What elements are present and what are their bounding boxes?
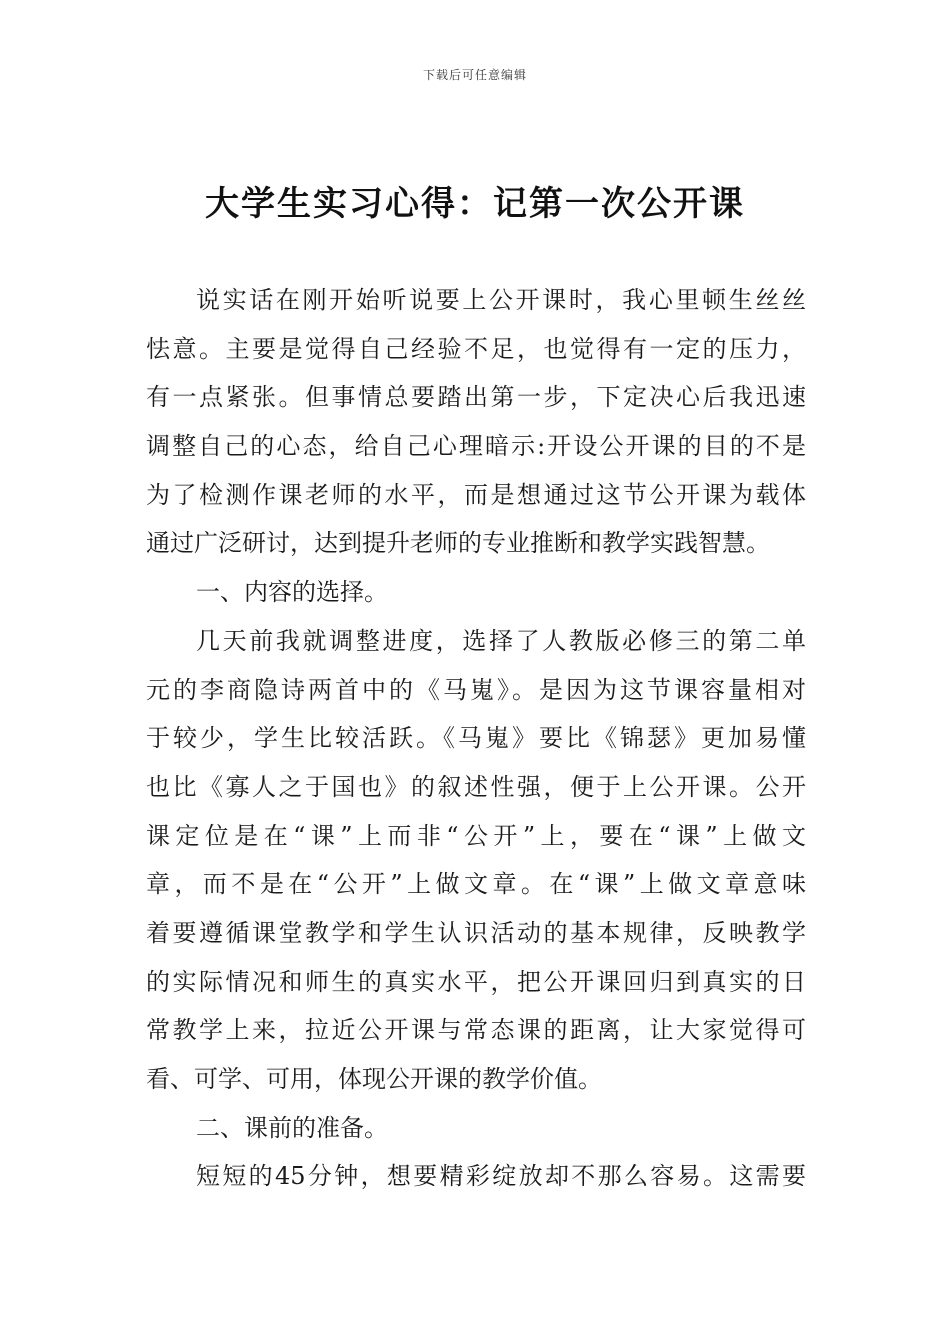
document-body — [146, 276, 806, 1201]
paragraph-line: 说实话在刚开始听说要上公开课时，我心里顿生丝丝 — [196, 286, 806, 314]
paragraph-line: 常教学上来，拉近公开课与常态课的距离，让大家觉得可 — [146, 1016, 806, 1045]
paragraph-line: 也比《寡人之于国也》的叙述性强，便于上公开课。公开 — [146, 772, 806, 801]
paragraph-line: 元的李商隐诗两首中的《马嵬》。是因为这节课容量相对 — [146, 675, 806, 704]
paragraph-line: 调整自己的心态，给自己心理暗示:开设公开课的目的不是 — [146, 432, 806, 461]
paragraph-line: 通过广泛研讨，达到提升老师的专业推断和教学实践智慧。 — [146, 529, 770, 558]
paragraph-line: 课定位是在“课”上而非“公开”上，要在“课”上做文 — [146, 821, 806, 850]
paragraph-line: 几天前我就调整进度，选择了人教版必修三的第二单 — [196, 626, 806, 655]
paragraph-line: 看、可学、可用，体现公开课的教学价值。 — [146, 1065, 602, 1093]
paragraph-line: 为了检测作课老师的水平，而是想通过这节公开课为载体 — [146, 480, 806, 509]
section-heading: 一、内容的选择。 — [196, 578, 388, 607]
paragraph-line: 怯意。主要是觉得自己经验不足，也觉得有一定的压力， — [146, 334, 806, 363]
paragraph-line: 有一点紧张。但事情总要踏出第一步，下定决心后我迅速 — [146, 383, 806, 412]
paragraph-line: 的实际情况和师生的真实水平，把公开课回归到真实的日 — [146, 967, 806, 996]
paragraph-line: 于较少，学生比较活跃。《马嵬》要比《锦瑟》更加易懂 — [146, 724, 806, 753]
section-heading: 二、课前的准备。 — [196, 1113, 388, 1142]
paragraph-line: 章，而不是在“公开”上做文章。在“课”上做文章意味 — [146, 870, 806, 899]
document-title: 大学生实习心得：记第一次公开课 — [205, 184, 745, 224]
paragraph-line: 短短的45分钟，想要精彩绽放却不那么容易。这需要 — [196, 1162, 806, 1191]
paragraph-line: 着要遵循课堂教学和学生认识活动的基本规律，反映教学 — [146, 918, 806, 947]
header-note: 下载后可任意编辑 — [422, 68, 527, 82]
